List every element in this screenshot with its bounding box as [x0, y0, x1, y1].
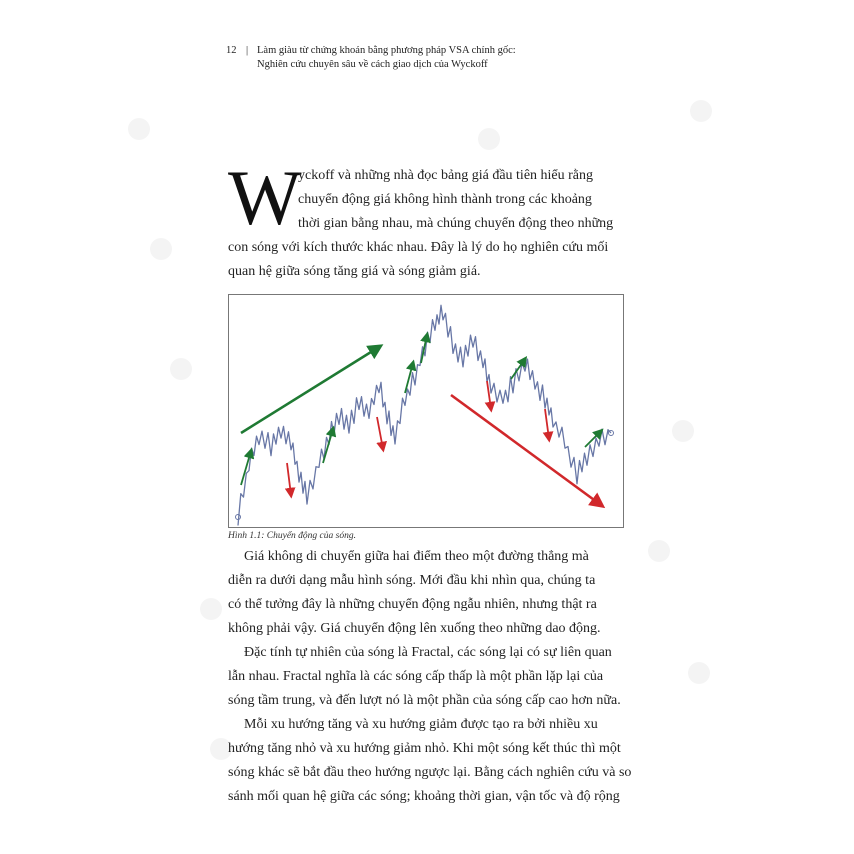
header-title-line-1: Làm giàu từ chứng khoán bằng phương pháp VSA chính gốc:	[257, 45, 516, 56]
watermark-mark	[672, 420, 694, 442]
paragraph-line: Giá không di chuyển giữa hai điểm theo một đường thẳng mà	[244, 549, 589, 564]
watermark-mark	[688, 662, 710, 684]
paragraph-line: lẫn nhau. Fractal nghĩa là các sóng cấp thấp là một phần lặp lại của	[228, 669, 604, 684]
uptrend-arrow	[241, 347, 379, 433]
wave-figure	[228, 294, 624, 528]
watermark-mark	[478, 128, 500, 150]
uptrend-arrow	[323, 429, 333, 463]
intro-line: chuyển động giá không hình thành trong các khoảng	[298, 192, 592, 207]
intro-line: yckoff và những nhà đọc bảng giá đầu tiên hiểu rằng	[298, 168, 594, 183]
paragraph-line: sóng tầm trung, và đến lượt nó là một phần của sóng cấp cao hơn nữa.	[228, 693, 621, 708]
intro-line: thời gian bằng nhau, mà chúng chuyển động theo những	[298, 216, 614, 231]
watermark-mark	[690, 100, 712, 122]
drop-cap: W	[228, 154, 302, 241]
page-number: 12	[226, 45, 237, 56]
downtrend-arrow	[377, 417, 383, 449]
downtrend-arrow	[451, 395, 601, 505]
header-separator: |	[246, 45, 249, 56]
intro-line: con sóng với kích thước khác nhau. Đây là lý do họ nghiên cứu mối	[228, 240, 609, 255]
paragraph-line: sóng khác sẽ bắt đầu theo hướng ngược lại. Bằng cách nghiên cứu và so	[228, 765, 632, 780]
intro-line: quan hệ giữa sóng tăng giá và sóng giảm giá.	[228, 264, 481, 279]
price-wave-line	[238, 305, 611, 525]
watermark-mark	[170, 358, 192, 380]
paragraph-line: hướng tăng nhỏ và xu hướng giảm nhỏ. Khi một sóng kết thúc thì một	[228, 741, 621, 756]
paragraph-line: Đặc tính tự nhiên của sóng là Fractal, các sóng lại có sự liên quan	[244, 645, 612, 660]
watermark-mark	[150, 238, 172, 260]
paragraph-line: có thể tưởng đây là những chuyển động ngẫu nhiên, nhưng thật ra	[228, 597, 597, 612]
header-title-line-2: Nghiên cứu chuyên sâu về cách giao dịch của Wyckoff	[257, 59, 488, 70]
paragraph-line: sánh mối quan hệ giữa các sóng; khoảng thời gian, vận tốc và độ rộng	[228, 789, 620, 804]
paragraph-line: Mỗi xu hướng tăng và xu hướng giảm được tạo ra bởi nhiều xu	[244, 717, 598, 732]
paragraph-line: không phải vậy. Giá chuyển động lên xuống theo những dao động.	[228, 621, 601, 636]
wave-illustration	[229, 295, 623, 527]
paragraph-line: diễn ra dưới dạng mẫu hình sóng. Mới đầu khi nhìn qua, chúng ta	[228, 573, 596, 588]
downtrend-arrow	[287, 463, 291, 495]
watermark-mark	[128, 118, 150, 140]
figure-caption: Hình 1.1: Chuyển động của sóng.	[228, 531, 356, 541]
watermark-mark	[200, 598, 222, 620]
watermark-mark	[648, 540, 670, 562]
